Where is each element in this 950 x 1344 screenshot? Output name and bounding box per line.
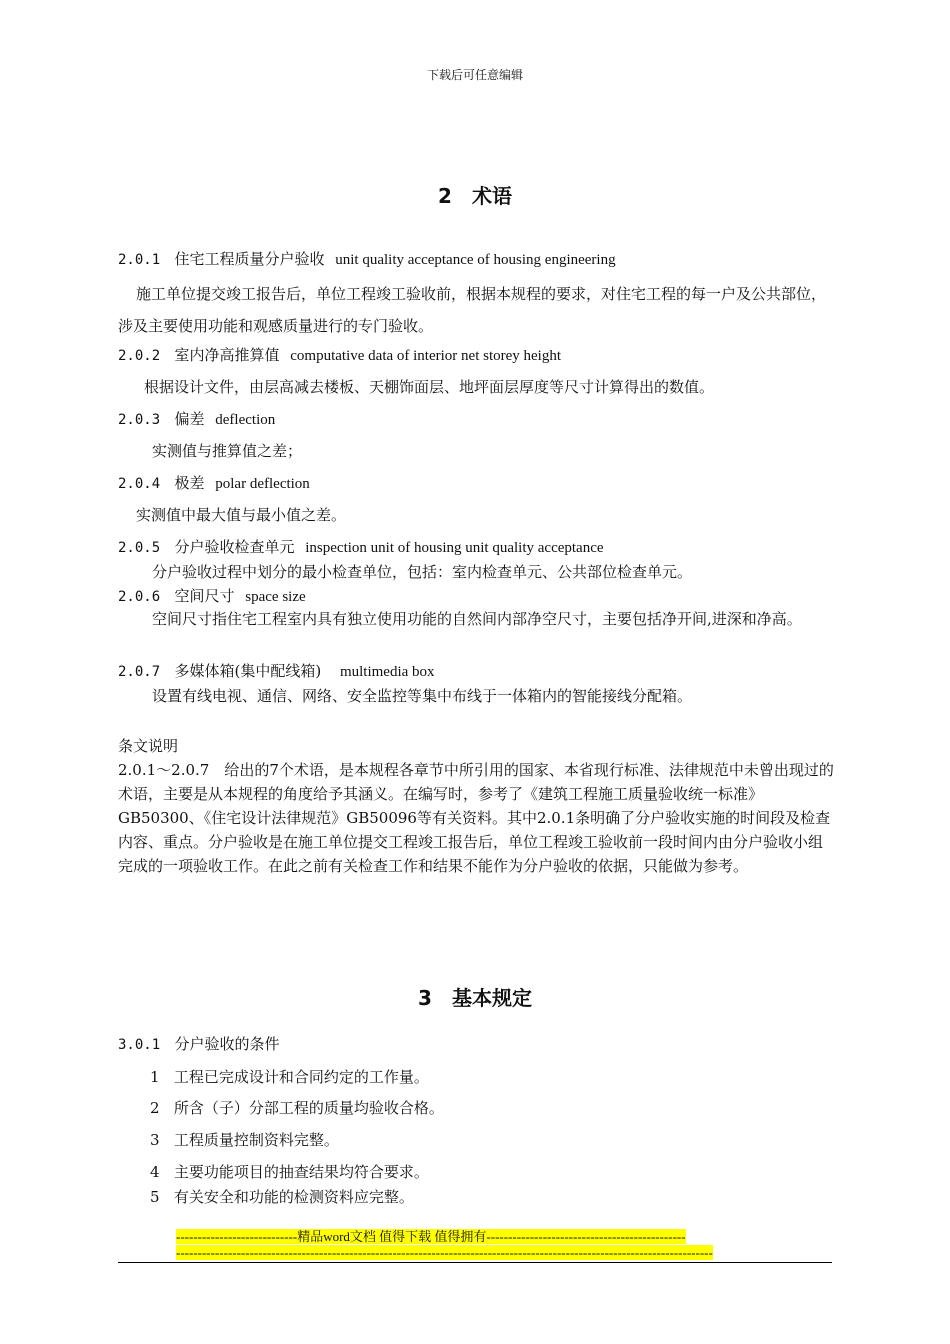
term-number: 2.0.5 [118, 540, 161, 556]
definition-2-0-3: 实测值与推算值之差； [152, 442, 303, 460]
term-chinese: 偏差 [174, 410, 205, 428]
footer-banner: ----------------------------精品word文档 值得下载 值得拥有---------------------------------------------- [176, 1229, 686, 1244]
definition-2-0-5: 分户验收过程中划分的最小检查单位，包括：室内检查单元、公共部位检查单元。 [152, 563, 693, 581]
list-item [150, 1161, 429, 1182]
list-item [150, 1066, 429, 1087]
term-number: 2.0.3 [118, 412, 161, 428]
item-number: 2 [150, 1099, 160, 1117]
clause-title: 分户验收的条件 [174, 1035, 280, 1053]
term-number: 2.0.1 [118, 252, 161, 268]
term-chinese: 极差 [174, 474, 205, 492]
term-2-0-5 [118, 536, 604, 557]
list-item [150, 1186, 414, 1207]
item-text: 所含（子）分部工程的质量均验收合格。 [173, 1099, 444, 1117]
term-2-0-3 [118, 408, 275, 429]
definition-2-0-7: 设置有线电视、通信、网络、安全监控等集中布线于一体箱内的智能接线分配箱。 [152, 687, 693, 705]
term-2-0-7 [118, 660, 435, 681]
term-chinese: 空间尺寸 [174, 587, 235, 605]
term-english: multimedia box [339, 664, 435, 680]
definition-2-0-4: 实测值中最大值与最小值之差。 [136, 506, 347, 524]
clause-number: 3.0.1 [118, 1037, 161, 1053]
term-2-0-4 [118, 472, 310, 493]
term-english: computative data of interior net storey height [290, 348, 562, 364]
definition-2-0-2: 根据设计文件，由层高减去楼板、天棚饰面层、地坪面层厚度等尺寸计算得出的数值。 [144, 378, 715, 396]
item-text: 工程已完成设计和合同约定的工作量。 [173, 1068, 429, 1086]
definition-2-0-1: 施工单位提交竣工报告后，单位工程竣工验收前，根据本规程的要求，对住宅工程的每一户及公共部位，涉及主要使用功能和观感质量进行的专门验收。 [118, 285, 827, 335]
term-2-0-6 [118, 585, 306, 606]
term-english: polar deflection [215, 476, 310, 492]
list-item [150, 1129, 339, 1150]
section-2-title: 2 术语 [438, 184, 512, 208]
clause-3-0-1 [118, 1033, 279, 1054]
term-number: 2.0.6 [118, 589, 161, 605]
item-text: 主要功能项目的抽查结果均符合要求。 [173, 1163, 429, 1181]
term-english: deflection [215, 412, 276, 428]
section-3-title: 3 基本规定 [418, 986, 532, 1010]
item-number: 4 [150, 1163, 160, 1181]
page-header: 下载后可任意编辑 [426, 68, 523, 82]
clause-explanation-text: 2.0.1～2.0.7 给出的7个术语，是本规程各章节中所引用的国家、本省现行标准、法律规范中未曾出现过的术语，主要是从本规程的角度给予其涵义。在编写时，参考了《建筑工程施工质量验收统一标准》GB50300、《住宅设计法律规范》GB50096等有关资料。其中2.0.1条明确了分户验收实施的时间段及检查内容、重点。分户验收是在施工单位提交工程竣工报告后，单位工程竣工验收前一段时间内由分户验收小组完成的一项验收工作。在此之前有关检查工作和结果不能作为分户验收的依据，只能做为参考。 [118, 761, 834, 875]
footer-rule [118, 1262, 832, 1263]
term-number: 2.0.4 [118, 476, 161, 492]
term-chinese: 住宅工程质量分户验收 [174, 250, 325, 268]
definition-2-0-6: 空间尺寸指住宅工程室内具有独立使用功能的自然间内部净空尺寸，主要包括净开间,进深和净高。 [152, 610, 802, 628]
item-number: 5 [150, 1188, 160, 1206]
item-number: 3 [150, 1131, 160, 1149]
footer-dash-line: ---------------------------------------------------------------------------------------------------------------------------- [176, 1245, 713, 1260]
term-2-0-2 [118, 344, 561, 365]
term-chinese: 室内净高推算值 [174, 346, 280, 364]
item-text: 工程质量控制资料完整。 [173, 1131, 339, 1149]
term-english: inspection unit of housing unit quality acceptance [305, 540, 604, 556]
term-chinese: 分户验收检查单元 [174, 538, 295, 556]
list-item [150, 1097, 444, 1118]
term-number: 2.0.2 [118, 348, 161, 364]
clause-explanation-title: 条文说明 [118, 737, 179, 755]
term-english: space size [245, 589, 306, 605]
term-2-0-1 [118, 248, 616, 269]
term-english: unit quality acceptance of housing engineering [335, 252, 616, 268]
term-number: 2.0.7 [118, 664, 161, 680]
item-number: 1 [150, 1068, 160, 1086]
term-chinese: 多媒体箱(集中配线箱) [174, 662, 322, 680]
item-text: 有关安全和功能的检测资料应完整。 [173, 1188, 414, 1206]
